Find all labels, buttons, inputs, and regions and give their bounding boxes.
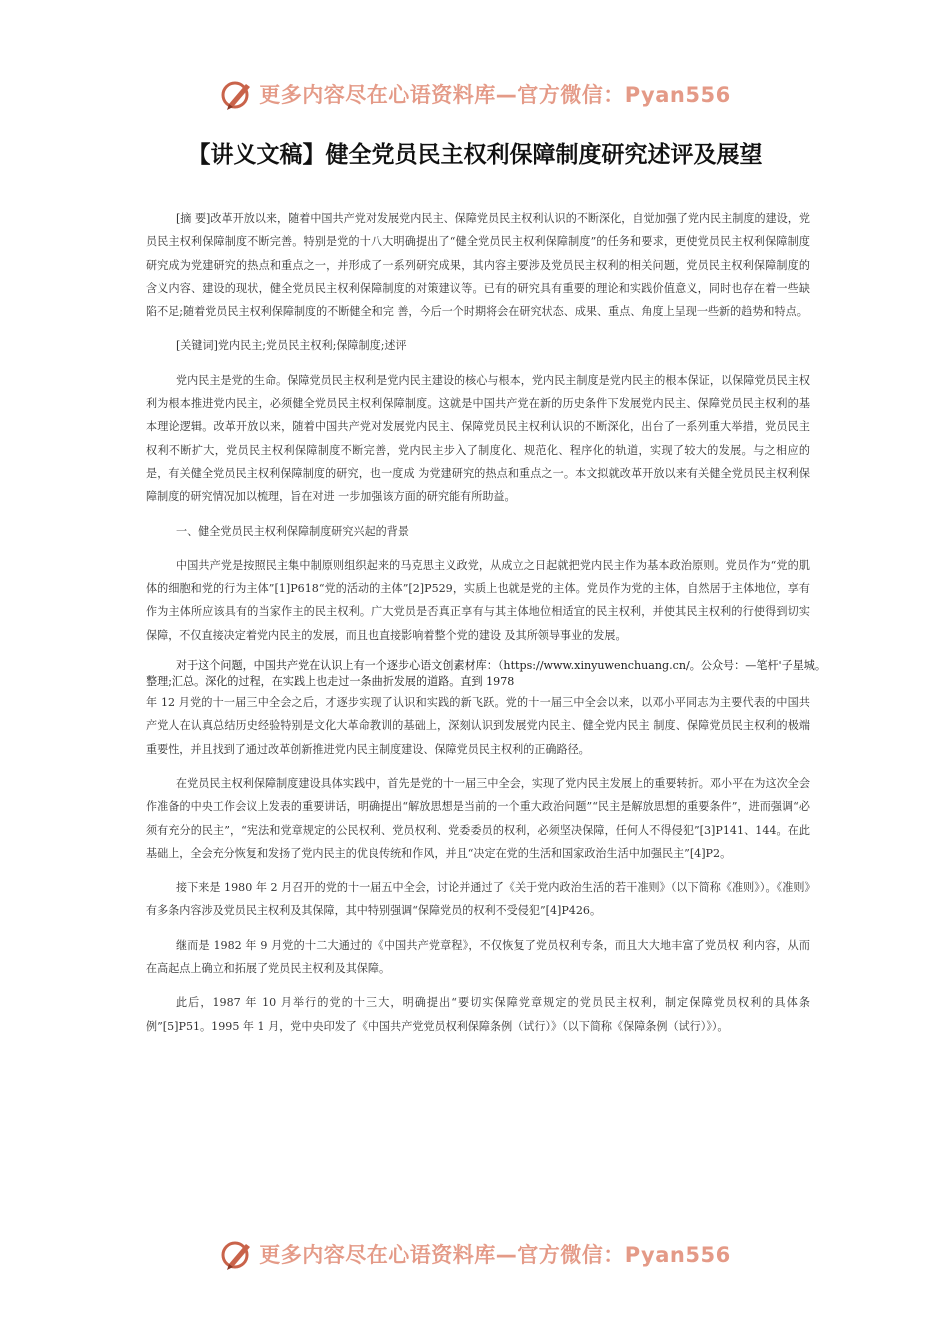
body-paragraph: 党内民主是党的生命。保障党员民主权利是党内民主建设的核心与根本，党内民主制度是党内民主的根本保证，以保障党员民主权利为根本推进党内民主，必须健全党员民主权利保障制度。这就是中国共产党在新的历史条件下发展党内民主、保障党员民主权利的基本理论逻辑。改革开放以来，随着中国共产党对发展党内民主、保障党员民主权利认识的不断深化，出台了一系列重大举措，党员民主权利不断扩大，党员民主权利保障制度不断完善，党内民主步入了制度化、规范化、程序化的轨道，实现了较大的发展。与之相应的是，有关健全党员民主权利保障制度的研究，也一度成 为党建研究的热点和重点之一。本文拟就改革开放以来有关健全党员民主权利保障制度的研究情况加以梳理，旨在对进 一步加强该方面的研究能有所助益。 <box>146 373 810 504</box>
header-banner <box>0 72 950 116</box>
section-heading: 一、健全党员民主权利保障制度研究兴起的背景 <box>175 524 409 538</box>
body-paragraph: 继而是 1982 年 9 月党的十二大通过的《中国共产党章程》，不仅恢复了党员权利专条，而且大大地丰富了党员权 利内容，从而在高起点上确立和拓展了党员民主权利及其保障。 <box>146 938 810 976</box>
body-paragraph: 此后，1987 年 10 月举行的党的十三大，明确提出“要切实保障党章规定的党员民主权利，制定保障党员权利的具体条例”[5]P51。1995 年 1 月，党中央印发了《中国共产党党员权利保障条例（试行）》（以下简称《保障条例（试行）》）。 <box>146 996 810 1033</box>
document-body <box>146 207 826 1049</box>
body-paragraph: 接下来是 1980 年 2 月召开的党的十一届五中全会，讨论并通过了《关于党内政治生活的若干准则》（以下简称《准则》）。《准则》有多条内容涉及党员民主权利及其保障，其中特别强调“保障党员的权利不受侵犯”[4]P426。 <box>146 881 810 918</box>
banner-text: 更多内容尽在心语资料库—官方微信：Pyan556 <box>259 1243 731 1267</box>
abstract-paragraph: [摘 要]改革开放以来，随着中国共产党对发展党内民主、保障党员民主权利认识的不断深化，自觉加强了党内民主制度的建设，党员民主权利保障制度不断完善。特别是党的十八大明确提出了“健全党员民主权利保障制度”的任务和要求，更使党员民主权利保障制度研究成为党建研究的热点和重点之一，并形成了一系列研究成果，其内容主要涉及党员民主权利的相关问题，党员民主权利保障制度的含义内容、建设的现状，健全党员民主权利保障制度的对策建议等。已有的研究具有重要的理论和实践价值意义，同时也存在着一些缺陷不足;随着党员民主权利保障制度的不断健全和完 善，今后一个时期将会在研究状态、成果、重点、角度上呈现一些新的趋势和特点。 <box>146 212 810 319</box>
document-title: 【讲义文稿】健全党员民主权利保障制度研究述评及展望 <box>187 142 763 168</box>
keywords-paragraph: [关键词]党内民主;党员民主权利;保障制度;述评 <box>175 339 407 353</box>
banner-text: 更多内容尽在心语资料库—官方微信：Pyan556 <box>259 83 731 107</box>
body-paragraph: 在党员民主权利保障制度建设具体实践中，首先是党的十一届三中全会，实现了党内民主发展上的重要转折。邓小平在为这次全会作准备的中央工作会议上发表的重要讲话，明确提出“解放思想是当前的一个重大政治问题”“民主是解放思想的重要条件”，进而强调“必须有充分的民主”，“宪法和党章规定的公民权利、党员权利、党委委员的权利，必须坚决保障，任何人不得侵犯”[3]P141、144。在此基础上，全会充分恢复和发扬了党内民主的优良传统和作风，并且“决定在党的生活和国家政治生活中加强民主”[4]P2。 <box>146 776 810 860</box>
pen-logo-icon <box>219 76 255 112</box>
footer-banner <box>0 1232 950 1276</box>
pen-logo-icon <box>219 1236 255 1272</box>
body-paragraph: 对于这个问题，中国共产党在认识上有一个逐步心语文创素材库：（https://www.xinyuwenchuang.cn/。公众号：—笔杆'子星城。整理;汇总。深化的过程，在实践上也走过一条曲折发展的道路。直到 1978 <box>146 659 826 688</box>
body-paragraph: 中国共产党是按照民主集中制原则组织起来的马克思主义政党，从成立之日起就把党内民主作为基本政治原则。党员作为“党的肌体的细胞和党的行为主体”[1]P618“党的活动的主体”[2]P529，实质上也就是党的主体。党员作为党的主体，自然居于主体地位，享有作为主体所应该具有的当家作主的民主权利。广大党员是否真正享有与其主体地位相适宜的民主权利，并使其民主权利的行使得到切实保障，不仅直接决定着党内民主的发展，而且也直接影响着整个党的建设 及其所领导事业的发展。 <box>146 558 810 642</box>
body-paragraph: 年 12 月党的十一届三中全会之后，才逐步实现了认识和实践的新飞跃。党的十一届三中全会以来，以邓小平同志为主要代表的中国共产党人在认真总结历史经验特别是文化大革命教训的基础上，深刻认识到发展党内民主、健全党内民主 制度、保障党员民主权利的极端重要性，并且找到了通过改革创新推进党内民主制度建设、保障党员民主权利的正确路径。 <box>146 696 810 756</box>
